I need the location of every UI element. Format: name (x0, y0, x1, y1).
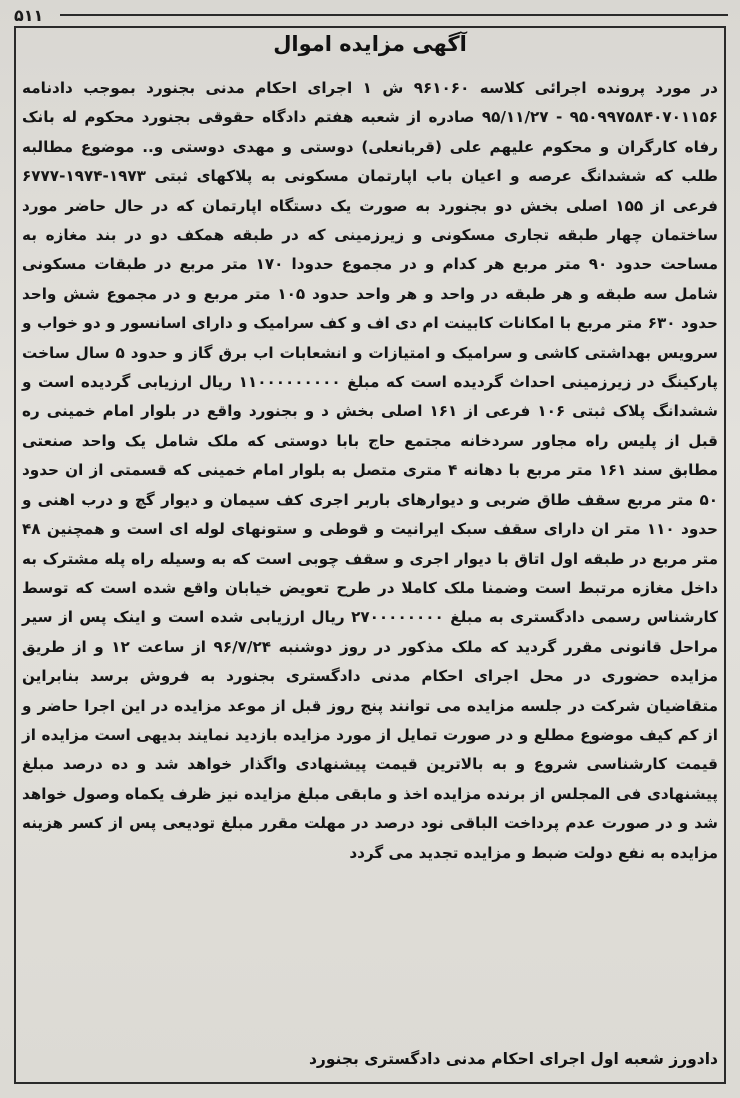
notice-body: در مورد پرونده اجرائی کلاسه ۹۶۱۰۶۰ ش ۱ اجرای احکام مدنی بجنورد بموجب دادنامه ۹۵۰۹۹۷۵۸۴۰۷۰۱۱۵۶ - ۹۵/۱۱/۲۷ صادره از شعبه هفتم دادگاه حقوقی بجنورد محکوم له بانک رفاه کارگران و محکوم علیهم علی (قربانعلی) دوستی و مهدی دوستی و.. موضوع مطالبه طلب که ششدانگ عرصه و اعیان باب اپارتمان مسکونی به پلاکهای ثبتی ۱۹۷۳-۱۹۷۴-۶۷۷۷ فرعی از ۱۵۵ اصلی بخش دو بجنورد به صورت یک دستگاه اپارتمان که در حال حاضر مورد ساختمان چهار طبقه تجاری مسکونی و زیرزمینی که در طبقه همکف دو در بند مغازه به مساحت حدود ۹۰ متر مربع هر کدام و در مجموع حدودا ۱۷۰ متر مربع در طبقات مسکونی شامل سه طبقه و هر طبقه در واحد و هر واحد حدود ۱۰۵ متر مربع و در مجموع شش واحد حدود ۶۳۰ متر مربع با امکانات کابینت ام دی اف و کف سرامیک و دارای اسانسور و دو خواب و سرویس بهداشتی کاشی و سرامیک و امتیازات و انشعابات اب برق گاز و حدود ۵ سال ساخت پارکینگ در زیرزمینی احداث گردیده است که مبلغ ۱۱۰۰۰۰۰۰۰۰۰ ریال ارزیابی گردیده است و ششدانگ پلاک ثبتی ۱۰۶ فرعی از ۱۶۱ اصلی بخش د و بجنورد واقع در بلوار امام خمینی ره قبل از پلیس راه مجاور سردخانه مجتمع حاج بابا دوستی که ملک شامل یک واحد صنعتی مطابق سند ۱۶۱ متر مربع با دهانه ۴ متری متصل به بلوار امام خمینی که قسمتی از ان حدود ۵۰ متر مربع سقف طاق ضربی و دیوارهای باربر اجری کف سیمان و دیوار گچ و درب اهنی و حدود ۱۱۰ متر ان دارای سقف سبک ایرانیت و قوطی و ستونهای لوله ای است و همچنین ۴۸ متر مربع در طبقه اول اتاق با دیوار اجری و سقف چوبی است که به وسیله راه پله مشترک به داخل مغازه مرتبط است وضمنا ملک کاملا در طرح تعویض خیابان واقع شده است که توسط کارشناس رسمی دادگستری به مبلغ ۲۷۰۰۰۰۰۰۰۰ ریال ارزیابی شده است و اینک پس از سیر مراحل قانونی مقرر گردید که ملک مذکور در روز دوشنبه ۹۶/۷/۲۴ از ساعت ۱۲ و از طریق مزایده حضوری در محل اجرای احکام مدنی دادگستری بجنورد به فروش برسد بنابراین متقاضیان شرکت در جلسه مزایده می توانند پنج روز قبل از موعد مزایده در این اجرا حاضر و از کم کیف موضوع مطلع و در صورت تمایل از مورد مزایده بازدید نمایند بدیهی است مزایده از قیمت کارشناسی شروع و به بالاترین قیمت پیشنهادی واگذار خواهد شد و ده درصد مبلغ پیشنهادی فی المجلس از برنده مزایده اخذ و مابقی مبلغ مزایده نیز ظرف یکماه وصول خواهد شد و در صورت عدم پرداخت الباقی نود درصد در مهلت مقرر مبلغ تودیعی پس از کسر هزینه مزایده به نفع دولت ضبط و مزایده تجدید می گردد (22, 79, 719, 862)
top-rule (60, 14, 728, 16)
page-number: ۵۱۱ (14, 6, 44, 25)
notice-signature: دادورز شعبه اول اجرای احکام مدنی دادگستری بجنورد (308, 1050, 718, 1068)
notice-title: آگهی مزایده اموال (273, 32, 467, 56)
